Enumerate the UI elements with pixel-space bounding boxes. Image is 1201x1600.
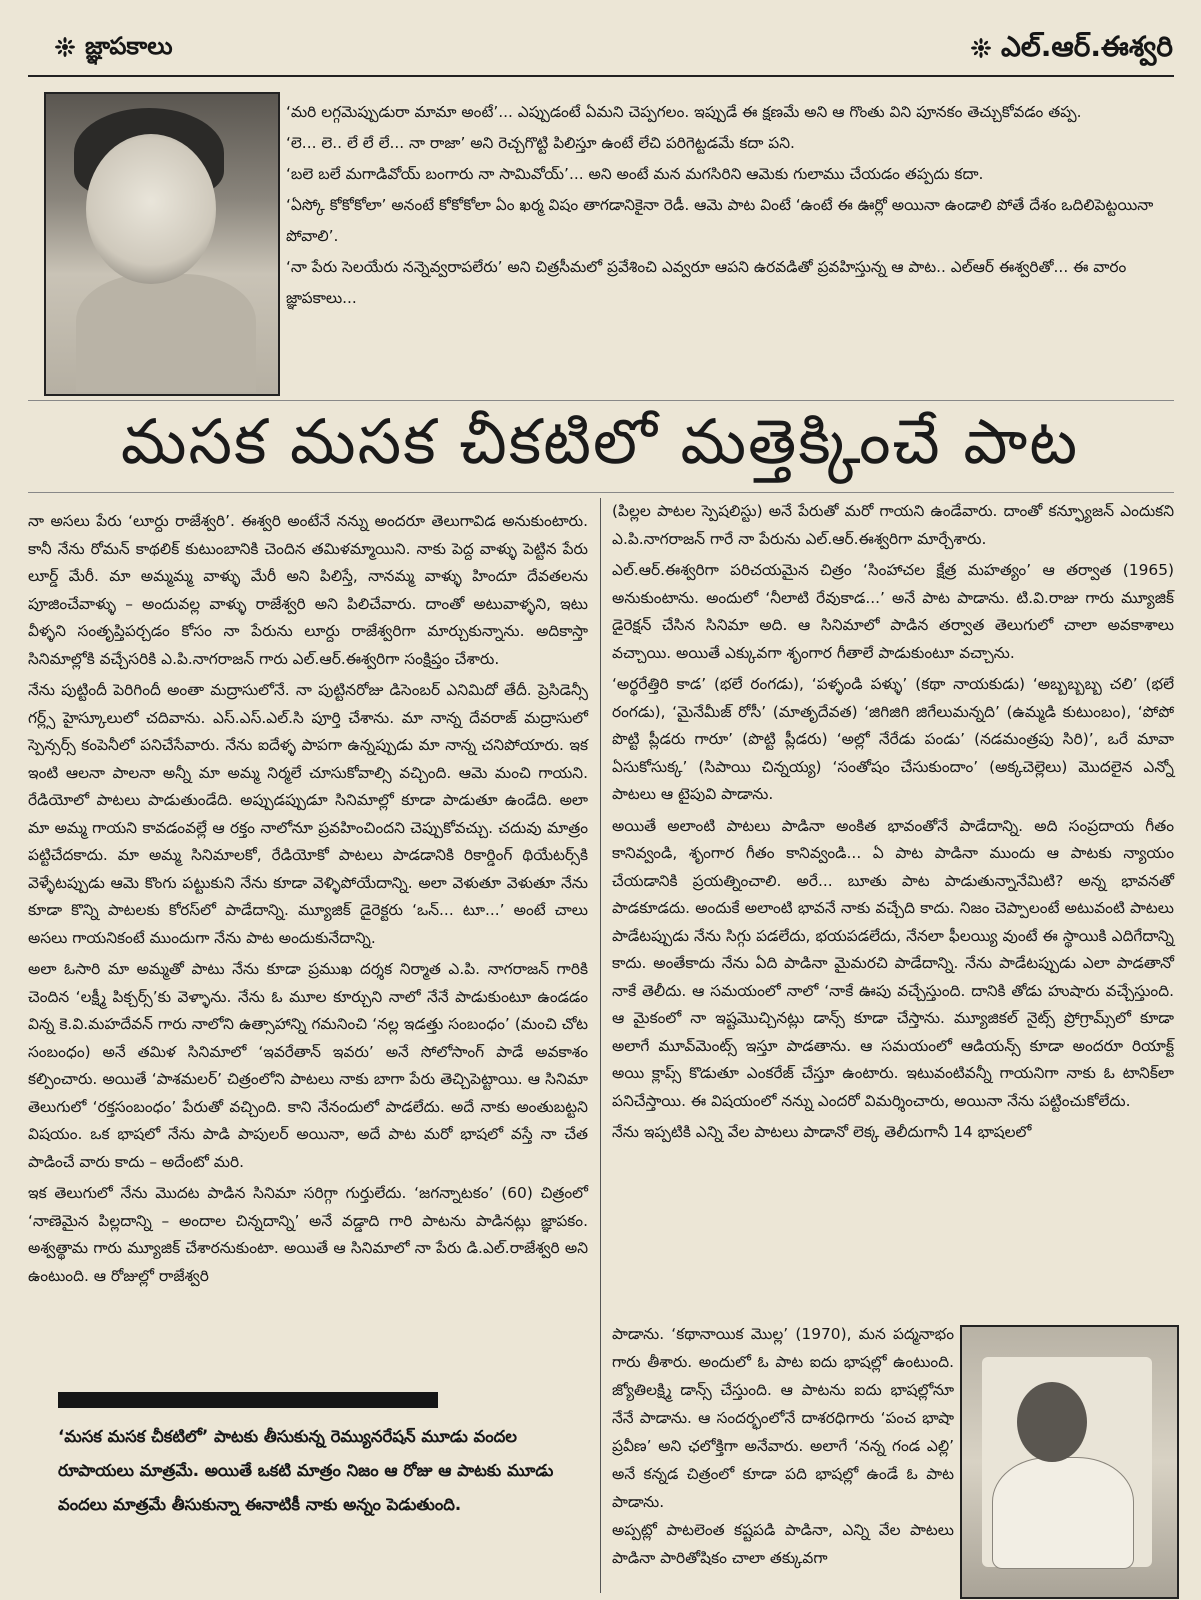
- remuneration-callout: ‘మసక మసక చీకటిలో’ పాటకు తీసుకున్న రెమ్యునరేషన్ మూడు వందల రూపాయలు మాత్రమే. అయితే ఒకటి మాత్రం నిజం ఆ రోజు ఆ పాటకు మూడు వందలు మాత్రమే తీసుకున్నా ఈనాటికీ నాకు అన్నం పెడుతుంది.: [58, 1427, 554, 1514]
- byline: ఎల్.ఆర్.ఈశ్వరి: [1001, 30, 1173, 63]
- singer-portrait-photo: [44, 92, 280, 396]
- article-paragraph: ఎల్.ఆర్.ఈశ్వరిగా పరిచయమైన చిత్రం ‘సింహాచల క్షేత్ర మహత్యం’ ఆ తర్వాత (1965) అనుకుంటాను. అందులో ‘నీలాటి రేవుకాడ...’ అనే పాట పాడాను. టి.వి.రాజు గారు మ్యూజిక్ డైరెక్షన్ చేసిన సినిమా అది. ఆ సినిమాలో పాడిన తర్వాత తెలుగులో చాలా అవకాశాలు వచ్చాయి. అయితే ఎక్కువగా శృంగార గీతాలే పాడుకుంటూ వచ్చాను.: [612, 561, 1174, 662]
- right-column: [612, 498, 1174, 1147]
- singer-recent-photo: [960, 1325, 1179, 1599]
- article-paragraph: (పిల్లల పాటల స్పెషలిస్టు) అనే పేరుతో మరో గాయని ఉండేవారు. దాంతో కన్ఫ్యూజన్ ఎందుకని ఎ.పి.నాగరాజన్ గారే నా పేరును ఎల్.ఆర్.ఈశ్వరిగా మార్చేశారు.: [612, 502, 1174, 548]
- headline-top-rule: [28, 400, 1174, 401]
- flower-icon: [55, 37, 75, 57]
- headline: మసక మసక చీకటిలో మత్తెక్కించే పాట: [120, 405, 1080, 478]
- headline-bottom-rule: [28, 492, 1174, 493]
- right-column-lower: [612, 1320, 954, 1572]
- byline-header: [971, 30, 1173, 70]
- article-paragraph: నేను పుట్టిందీ పెరిగిందీ అంతా మద్రాసులోనే. నా పుట్టినరోజు డిసెంబర్ ఎనిమిదో తేదీ. ప్రెసిడెన్సీ గర్ల్స్ హైస్కూలులో చదివాను. ఎస్.ఎస్.ఎల్.సి పూర్తి చేశాను. మా నాన్న దేవరాజ్ మద్రాసులో స్పెన్సర్స్ కంపెనీలో పనిచేసేవారు. నేను ఐదేళ్ళ పాపగా ఉన్నప్పుడు మా నాన్న చనిపోయారు. ఇక ఇంటి ఆలనా పాలనా అన్నీ మా అమ్మ నిర్మలే చూసుకోవాల్సి వచ్చింది. ఆమె మంచి గాయని. రేడియోలో పాటలు పాడుతుండేది. అప్పుడప్పుడూ సినిమాల్లో కూడా పాడుతూ ఉండేది. అలా మా అమ్మ గాయని కావడంవల్లే ఆ రక్తం నాలోనూ ప్రవహించిందని చెప్పుకోవచ్చు. చదువు మాత్రం పట్టిచేదకాదు. మా అమ్మ సినిమాలకో, రేడియోకో పాటలు పాడడానికి రికార్డింగ్ థియేటర్స్‌కి వెళ్ళేటప్పుడు ఆమె కొంగు పట్టుకుని నేను కూడా వెళ్ళిపోయేదాన్ని. అలా వెళుతూ వెళుతూ నేను కూడా కొన్ని పాటలకు కోరస్‌లో పాడేదాన్ని. మ్యూజిక్ డైరెక్టరు ‘ఒన్... టూ...’ అంటే చాలు అసలు గాయనికంటే ముందుగా నేను పాట అందుకునేదాన్ని.: [28, 681, 588, 947]
- section-title: జ్ఞాపకాలు: [85, 32, 173, 60]
- intro-paragraph: ‘మరి లగ్గమెప్పుడురా మామా అంటే’... ఎప్పుడంటే ఏమని చెప్పగలం. ఇప్పుడే ఈ క్షణమే అని ఆ గొంతు విని పూనకం తెచ్చుకోవడం తప్ప.: [286, 103, 1082, 121]
- left-column: [28, 508, 588, 1290]
- intro-paragraph: ‘లె... లె.. లే లే లే... నా రాజా’ అని రెచ్చగొట్టి పిలిస్తూ ఉంటే లేచి పరిగెట్టడమే కదా పని.: [286, 134, 795, 152]
- intro-text: [286, 97, 1171, 314]
- article-paragraph: అయితే అలాంటి పాటలు పాడినా అంకిత భావంతోనే పాడేదాన్ని. అది సంప్రదాయ గీతం కానివ్వండి, శృంగార గీతం కానివ్వండి... ఏ పాట పాడినా ముందు ఆ పాటకు న్యాయం చేయడానికి ప్రయత్నించాలి. అరే... బూతు పాట పాడుతున్నానేమిటి? అన్న భావనతో పాడకూడదు. అందుకే అలాంటి భావనే నాకు వచ్చేది కాదు. నిజం చెప్పాలంటే అటువంటి పాటలు పాడేటప్పుడు నేను సిగ్గు పడలేదు, భయపడలేదు, నేనలా ఫీలయ్యి వుంటే ఈ స్థాయికి ఎదిగేదాన్ని కాదు. అంతేకాదు నేను ఏది పాడినా మైమరచి పాడేదాన్ని. నేను పాడేటప్పుడు ఎలా పాడతానో నాకే తెలీదు. ఆ సమయంలో నాలో ‘నాకే ఊపు వచ్చేస్తుంది. దానికి తోడు హుషారు వచ్చేస్తుంది. ఆ మైకంలో నా ఇష్టమొచ్చినట్లు డాన్స్ కూడా చేస్తాను. మ్యూజికల్ నైట్స్ ప్రోగ్రామ్స్‌లో కూడా అలాగే మూవ్‌మెంట్స్ ఇస్తూ పాడతాను. ఆ సమయంలో ఆడియన్స్ కూడా అందరూ రియాక్ట్ అయి క్లాప్స్ కొడుతూ ఎంకరేజ్ చేస్తూ ఉంటారు. ఇటువంటివన్నీ గాయనిగా నాకు ఓ టానిక్‌లా పనిచేస్తాయి. ఈ విషయంలో నన్ను ఎందరో విమర్శించారు, అయినా నేను పట్టించుకోలేదు.: [612, 816, 1174, 1110]
- flower-icon: [971, 38, 991, 58]
- article-paragraph: ‘అర్థరేత్తిరి కాడ’ (భలే రంగడు), ‘పళ్ళండి పళ్ళు’ (కథా నాయకుడు) ‘అబ్బబ్బబ్బ చలి’ (భలే రంగడు), ‘మైనేమీజ్ రోసీ’ (మాతృదేవత) ‘జిగిజిగి జిగేలుమన్నది’ (ఉమ్మడి కుటుంబం), ‘పోపో పొట్టి ప్లీడరు గారూ’ (పొట్టి ప్లీడరు) ‘అల్లో నేరేడు పండు’ (నడమంత్రపు సిరి)’, ఒరే మావా ఏసుకోసుక్క’ (సిపాయి చిన్నయ్య) ‘సంతోషం చేసుకుందాం’ (అక్కచెల్లెలు) మొదలైన ఎన్నో పాటలు ఆ టైపువి పాడాను.: [612, 675, 1174, 803]
- article-paragraph: అలా ఓసారి మా అమ్మతో పాటు నేను కూడా ప్రముఖ దర్శక నిర్మాత ఎ.పి. నాగరాజన్ గారికి చెందిన ‘లక్ష్మీ పిక్చర్స్’కు వెళ్ళాను. నేను ఓ మూల కూర్చుని నాలో నేనే పాడుకుంటూ ఉండడం విన్న కె.వి.మహదేవన్ గారు నాలోని ఉత్సాహాన్ని గమనించి ‘నల్ల ఇడత్తు సంబంధం’ (మంచి చోట సంబంధం) అనే తమిళ సినిమాలో ‘ఇవరేతాన్ ఇవరు’ అనే సోలోసాంగ్ పాడే అవకాశం కల్పించారు. అయితే ‘పాశమలర్’ చిత్రంలోని పాటలు నాకు బాగా పేరు తెచ్చిపెట్టాయి. ఆ సినిమా తెలుగులో ‘రక్తసంబంధం’ పేరుతో వచ్చింది. కాని నేనందులో పాడలేదు. అదే నాకు అంతుబట్టని విషయం. ఒక భాషలో నేను పాడి పాపులర్ అయినా, అదే పాట మరో భాషలో వస్తే నా చేత పాడించే వారు కాదు – అదేంటో మరి.: [28, 960, 588, 1171]
- intro-paragraph: ‘నా పేరు సెలయేరు నన్నెవ్వరాపలేరు’ అని చిత్రసీమలో ప్రవేశించి ఎవ్వరూ ఆపని ఉరవడితో ప్రవహిస్తున్న ఆ పాట.. ఎల్ఆర్ ఈశ్వరితో... ఈ వారం జ్ఞాపకాలు...: [286, 258, 1127, 307]
- top-rule: [28, 75, 1174, 77]
- intro-paragraph: ‘ఏస్కో కోకోకోలా’ అనంటే కోకోకోలా ఏం ఖర్మ విషం తాగడానికైనా రెడీ. ఆమె పాట వింటే ‘ఉంటే ఈ ఊర్లో అయినా ఉండాలి పోతే దేశం ఒదిలిపెట్టయినా పోవాలి’.: [286, 196, 1154, 245]
- section-header: [55, 32, 173, 66]
- article-paragraph: అప్పట్లో పాటలెంత కష్టపడి పాడినా, ఎన్ని వేల పాటలు పాడినా పారితోషికం చాలా తక్కువగా: [612, 1521, 954, 1567]
- article-paragraph: ఇక తెలుగులో నేను మొదట పాడిన సినిమా సరిగ్గా గుర్తులేదు. ‘జగన్నాటకం’ (60) చిత్రంలో ‘నాణెమైన పిల్లదాన్ని – అందాల చిన్నదాన్ని’ అనే వడ్డాది గారి పాటను పాడినట్లు జ్ఞాపకం. అశ్వత్థామ గారు మ్యూజిక్ చేశారనుకుంటా. అయితే ఆ సినిమాలో నా పేరు డి.ఎల్.రాజేశ్వరి అని ఉంటుంది. ఆ రోజుల్లో రాజేశ్వరి: [28, 1184, 588, 1285]
- article-paragraph: నేను ఇప్పటికి ఎన్ని వేల పాటలు పాడానో లెక్క తెలీదుగానీ 14 భాషలలో: [612, 1123, 1032, 1141]
- callout-bar: [58, 1392, 438, 1408]
- article-paragraph: పాడాను. ‘కథానాయిక మొల్ల’ (1970), మన పద్మనాభం గారు తీశారు. అందులో ఓ పాట ఐదు భాషల్లో ఉంటుంది. జ్యోతిలక్ష్మి డాన్స్ చేస్తుంది. ఆ పాటను ఐదు భాషల్లోనూ నేనే పాడాను. ఆ సందర్భంలోనే దాశరధిగారు ‘పంచ భాషా ప్రవీణ’ అని ఛలోక్తిగా అనేవారు. అలాగే ‘నన్న గండ ఎల్లి’ అనే కన్నడ చిత్రంలో కూడా పది భాషల్లో ఉండే ఓ పాట పాడాను.: [612, 1325, 954, 1511]
- intro-paragraph: ‘బలె బలే మగాడివోయ్ బంగారు నా సామివోయ్’... అని అంటే మన మగసిరిని ఆమెకు గులాము చేయడం తప్పదు కదా.: [286, 165, 984, 183]
- article-paragraph: నా అసలు పేరు ‘లూర్దు రాజేశ్వరి’. ఈశ్వరి అంటేనే నన్ను అందరూ తెలుగావిడ అనుకుంటారు. కానీ నేను రోమన్ కాథలిక్ కుటుంబానికి చెందిన తమిళమ్మాయిని. నాకు పెద్ద వాళ్ళు పెట్టిన పేరు లూర్డ్ మేరీ. మా అమ్మమ్మ వాళ్ళు మేరీ అని పిలిస్తే, నానమ్మ వాళ్ళు హిందూ దేవతలను పూజించేవాళ్ళు – అందువల్ల వాళ్ళు రాజేశ్వరి అని పిలిచేవారు. దాంతో అటువాళ్ళని, ఇటు వీళ్ళని సంతృప్తిపర్చడం కోసం నా పేరును లూర్దు రాజేశ్వరిగా మార్చుకున్నాను. అదికాస్తా సినిమాల్లోకి వచ్చేసరికి ఎ.పి.నాగరాజన్ గారు ఎల్.ఆర్.ఈశ్వరిగా సంక్షిప్తం చేశారు.: [28, 512, 588, 668]
- column-divider: [600, 498, 601, 1593]
